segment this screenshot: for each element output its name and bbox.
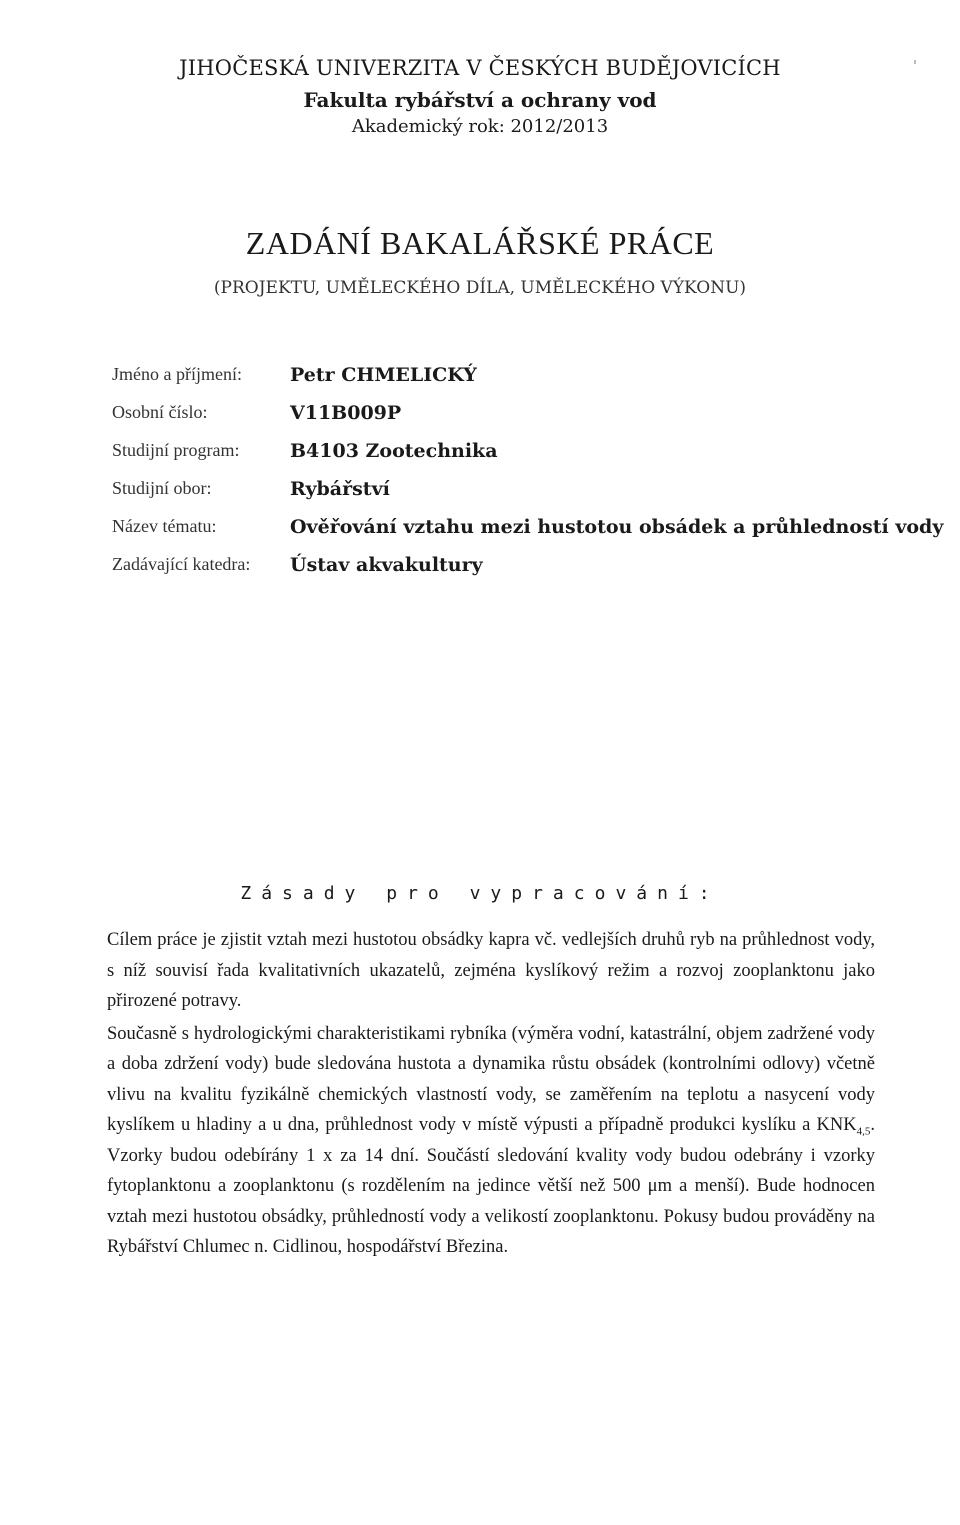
info-row-study-field <box>112 478 912 516</box>
section-heading: Zásady pro vypracování: <box>240 883 720 904</box>
paragraph-method <box>107 1019 875 1263</box>
info-value: Ověřování vztahu mezi hustotou obsádek a průhledností vody <box>290 516 944 538</box>
info-label: Studijní obor: <box>112 478 212 498</box>
academic-year: Akademický rok: 2012/2013 <box>351 116 609 137</box>
university-name: JIHOČESKÁ UNIVERZITA V ČESKÝCH BUDĚJOVICÍCH <box>179 56 781 80</box>
info-row-name <box>112 364 912 402</box>
document-subtitle: (PROJEKTU, UMĚLECKÉHO DÍLA, UMĚLECKÉHO VÝKONU) <box>213 278 747 298</box>
info-label: Studijní program: <box>112 440 240 460</box>
student-info-table <box>112 364 944 592</box>
info-label: Jméno a příjmení: <box>112 364 242 384</box>
info-label: Zadávající katedra: <box>112 554 251 574</box>
info-row-topic <box>112 516 944 554</box>
info-row-department <box>112 554 912 592</box>
guidelines-text <box>107 925 875 1263</box>
info-value: B4103 Zootechnika <box>290 440 498 462</box>
info-label: Osobní číslo: <box>112 402 208 422</box>
info-row-study-program <box>112 440 912 478</box>
knk-subscript: 4,5 <box>856 1125 871 1138</box>
info-row-personal-number <box>112 402 912 440</box>
faculty-name: Fakulta rybářství a ochrany vod <box>303 88 657 112</box>
info-value: V11B009P <box>290 402 402 424</box>
info-value: Rybářství <box>290 478 390 500</box>
info-value: Petr CHMELICKÝ <box>290 364 477 386</box>
paragraph-method-part1: Současně s hydrologickými charakteristikami rybníka (výměra vodní, katastrální, objem zadržené vody a doba zdržení vody) bude sledována hustota a dynamika růstu obsádek (kontrolními odlovy) včetně vlivu na kvalitu fyzikálně chemických vlastností vody, se zaměřením na teplotu a nasycení vody kyslíkem u hladiny a u dna, průhlednost vody v místě výpusti a případně produkci kyslíku a KNK <box>107 1023 875 1135</box>
info-label: Název tématu: <box>112 516 217 536</box>
paragraph-aim: Cílem práce je zjistit vztah mezi hustotou obsádky kapra vč. vedlejších druhů ryb na průhlednost vody, s níž souvisí řada kvalitativních ukazatelů, zejména kyslíkový režim a rozvoj zooplanktonu jako přirozené potravy. <box>107 930 875 1011</box>
info-value: Ústav akvakultury <box>290 554 483 576</box>
document-title: ZADÁNÍ BAKALÁŘSKÉ PRÁCE <box>245 225 715 261</box>
paragraph-method-part2: . Vzorky budou odebírány 1 x za 14 dní. Součástí sledování kvality vody budou odebrány i vzorky fytoplanktonu a zooplanktonu (s rozdělením na jedince větší než 500 μm a menší). Bude hodnocen vztah mezi hustotou obsádky, průhledností vody a velikostí zooplanktonu. Pokusy budou prováděny na Rybářství Chlumec n. Cidlinou, hospodářství Březina. <box>107 1115 875 1257</box>
